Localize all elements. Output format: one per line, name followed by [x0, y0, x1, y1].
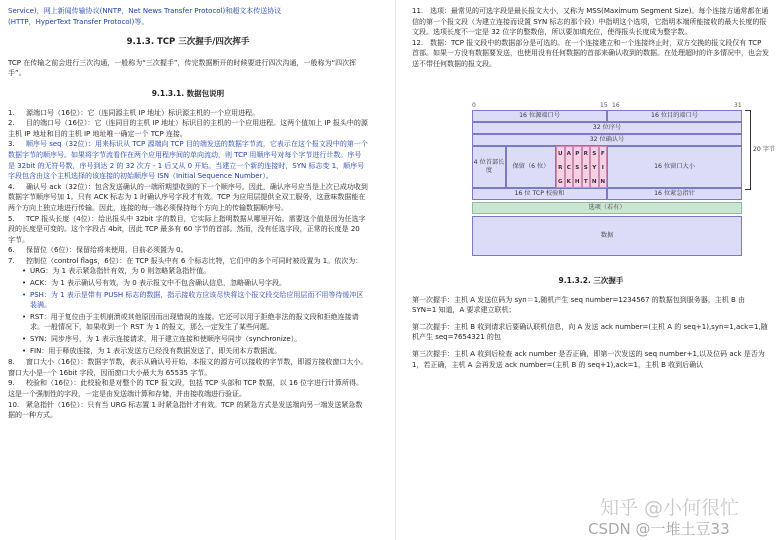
list-item: 5. TCP 报头长度（4位）：给出报头中 32bit 字的数目，它实际上指明数据从哪里开始。需要这个值是因为任选字段的长度是可变的。这个字段占 4bit，因此 TCP 最多有 60 字节的首部。然而，没有任选字段，正常的长度是 20 字节。 [8, 214, 366, 244]
bit-ruler [472, 102, 742, 110]
ruler-0: 0 [472, 102, 476, 109]
ruler-15: 15 [600, 102, 608, 109]
seq-field: 32 位序号 [472, 122, 742, 134]
list-item: 10. 紧急指针（16位）：只有当 URG 标志置 1 时紧急指针才有效。TCP 的紧急方式是发送端向另一端发送紧急数据的一种方式。 [8, 400, 363, 420]
ruler-16: 16 [612, 102, 620, 109]
list-item: 9. 校验和（16位）：此校验和是对整个的 TCP 报文段，包括 TCP 头部和 TCP 数据，以 16 位字进行计算所得。这是一个强制性的字段，一定是由发送端计算和存储，并由接收端进行验证。 [8, 379, 364, 398]
options-field: 选项（若有） [472, 202, 742, 214]
section-title: 9.1.3. TCP 三次握手/四次挥手 [126, 37, 250, 48]
left-column [8, 6, 368, 421]
subsection-title: 9.1.3.1. 数据包说明 [151, 88, 225, 98]
flag-syn: S Y N [590, 146, 599, 188]
handshake-step-3: 第三次握手：主机 A 收到后检查 ack number 是否正确，即第一次发送的 seq number+1,以及位码 ack 是否为 1，若正确，主机 A 会再发送 ack number=(主机 B 的 seq+1),ack=1，主机 B 收到后确认 [412, 349, 765, 369]
right-column [412, 6, 770, 70]
window-size-field: 16 位窗口大小 [607, 146, 742, 188]
column-divider [395, 0, 396, 540]
reserved-field: 保留（6 位） [506, 146, 556, 188]
section-paragraph: TCP 在传输之前会进行三次沟通，一般称为“三次握手”，传完数据断开的时候要进行四次沟通，一般称为“四次挥手”。 [8, 58, 357, 78]
header-size-label: 20 字节 [753, 146, 776, 153]
flag-rst: R S T [582, 146, 591, 188]
flag-ack: A C K [565, 146, 574, 188]
flag-item: • RST：用于复位由于主机崩溃或其他原因而出现错误的连接。它还可以用于拒绝非法的报文段和拒绝连接请求。一般情况下，如果收到一个 RST 为 1 的报文，那么一定发生了某些问题。 [22, 312, 368, 333]
handshake-section [412, 276, 770, 370]
flag-item: • ACK：为 1 表示确认号有效，为 0 表示报文中不包含确认信息，忽略确认号字段。 [22, 278, 368, 289]
handshake-title: 9.1.3.2. 三次握手 [558, 276, 624, 285]
checksum-field: 16 位 TCP 校验和 [472, 188, 607, 200]
flag-item: • URG：为 1 表示紧急指针有效，为 0 则忽略紧急指针值。 [22, 266, 368, 277]
flag-item: • PSH：为 1 表示是带有 PUSH 标志的数据，指示接收方应该尽快将这个报文段交给应用层而不用等待缓冲区装满。 [22, 290, 368, 311]
list-item: 11. 选项：最常见的可选字段是最长报文大小，又称为 MSS(Maximum Segment Size)。每个连接方通常都在通信的第一个报文段（为建立连接而设置 SYN 标志的那个段）中指明这个选项，它指明本端所能接收的最大长度的报文段。选项长度不一定是 32 位字的整数倍，所以要加填充位，使得报头长度成为整字数。 [412, 7, 769, 37]
tcp-header-diagram [472, 102, 776, 260]
dst-port-field: 16 位目的端口号 [607, 110, 742, 122]
handshake-step-2: 第二次握手：主机 B 收到请求后要确认联机信息，向 A 发送 ack number=(主机 A 的 seq+1),syn=1,ack=1,随机产生 seq=7654321 的包 [412, 322, 768, 342]
data-field: 数据 [472, 216, 742, 256]
flag-fin: F I N [599, 146, 608, 188]
ruler-31: 31 [734, 102, 742, 109]
flag-psh: P S H [573, 146, 582, 188]
urgent-pointer-field: 16 位紧急指针 [607, 188, 742, 200]
ack-field: 32 位确认号 [472, 134, 742, 146]
handshake-step-1: 第一次握手：主机 A 发送位码为 syn＝1,随机产生 seq number=1234567 的数据包到服务器，主机 B 由 SYN=1 知道，A 要求建立联机； [412, 295, 746, 315]
field-list [8, 108, 368, 267]
field-list-2 [8, 357, 368, 421]
header-brace [745, 110, 751, 190]
flag-item: • SYN：同步序号，为 1 表示连接请求，用于建立连接和使顺序号同步（synchronize）。 [22, 334, 368, 345]
list-item: 4. 确认号 ack（32位）：包含发送确认的一端所期望收到的下一个顺序号。因此，确认序号应当是上次已成功收到数据字节顺序号加 1。只有 ACK 标志为 1 时确认序号字段才有效。TCP 为应用层提供全双工服务，这意味数据能在两个方向上独立地进行传输。因此，连接的每一端必须保持每个方向上的传输数据顺序号。 [8, 182, 368, 212]
list-item: 2. 目的端口号（16位）：它（连同目的主机 IP 地址）标识目的主机的一个应用进程。这两个值加上 IP 报头中的源主机 IP 地址和目的主机 IP 地址唯一确定一个 TCP 连接。 [8, 119, 368, 138]
list-item: 6. 保留位（6位）：保留给将来使用，目前必须置为 0。 [8, 246, 188, 255]
list-item: 1. 源端口号（16位）：它（连同源主机 IP 地址）标识源主机的一个应用进程。 [8, 108, 260, 117]
zhihu-watermark: 知乎 @小何很忙 [600, 497, 740, 519]
list-item: 12. 数据：TCP 报文段中的数据部分是可选的。在一个连接建立和一个连接终止时，双方交换的报文段仅有 TCP 首部。如果一方没有数据要发送，也使用没有任何数据的首部来确认收到的数据。在处理超时的许多情况中，也会发送不带任何数据的报文段。 [412, 38, 769, 68]
header-length-field: 4 位首部长度 [472, 146, 506, 188]
list-item: 7. 控制位（control flags，6位）：在 TCP 报头中有 6 个标志比特，它们中的多个可同时被设置为 1。依次为： [8, 256, 363, 265]
flag-list [8, 266, 368, 356]
list-item: 3. 顺序号 seq（32位）：用来标识从 TCP 源端向 TCP 目的端发送的数据字节流，它表示在这个报文段中的第一个数据字节的顺序号。如果将字节流看作在两个应用程序间的单向流动，则 TCP 用顺序号对每个字节进行计数。序号是 32bit 的无符号数，序号到达 2 的 32 次方 - 1 后又从 0 开始。当建立一个新的连接时，SYN 标志变 1，顺序号字段包含由这个主机选择的该连接的初始顺序号 ISN（Initial Sequence Number）。 [8, 140, 368, 181]
list-item: 8. 窗口大小（16位）：数据字节数，表示从确认号开始，本报文的源方可以接收的字节数，即源方接收窗口大小。窗口大小是一个 16bit 字段，因而窗口大小最大为 65535 字节。 [8, 358, 368, 377]
flag-item: • FIN：用于释放连接，为 1 表示发送方已经没有数据发送了，即关闭本方数据流。 [22, 346, 368, 357]
csdn-watermark: CSDN @一堆土豆33 [588, 520, 730, 538]
flag-urg: U R G [556, 146, 565, 188]
intro-line: Service)，网上新闻传输协议(NNTP，Net News Transfer Protocol)和超文本传送协议 [8, 7, 282, 15]
intro-line-2: (HTTP，HyperText Transfer Protocol)等。 [8, 17, 149, 26]
src-port-field: 16 位源端口号 [472, 110, 607, 122]
